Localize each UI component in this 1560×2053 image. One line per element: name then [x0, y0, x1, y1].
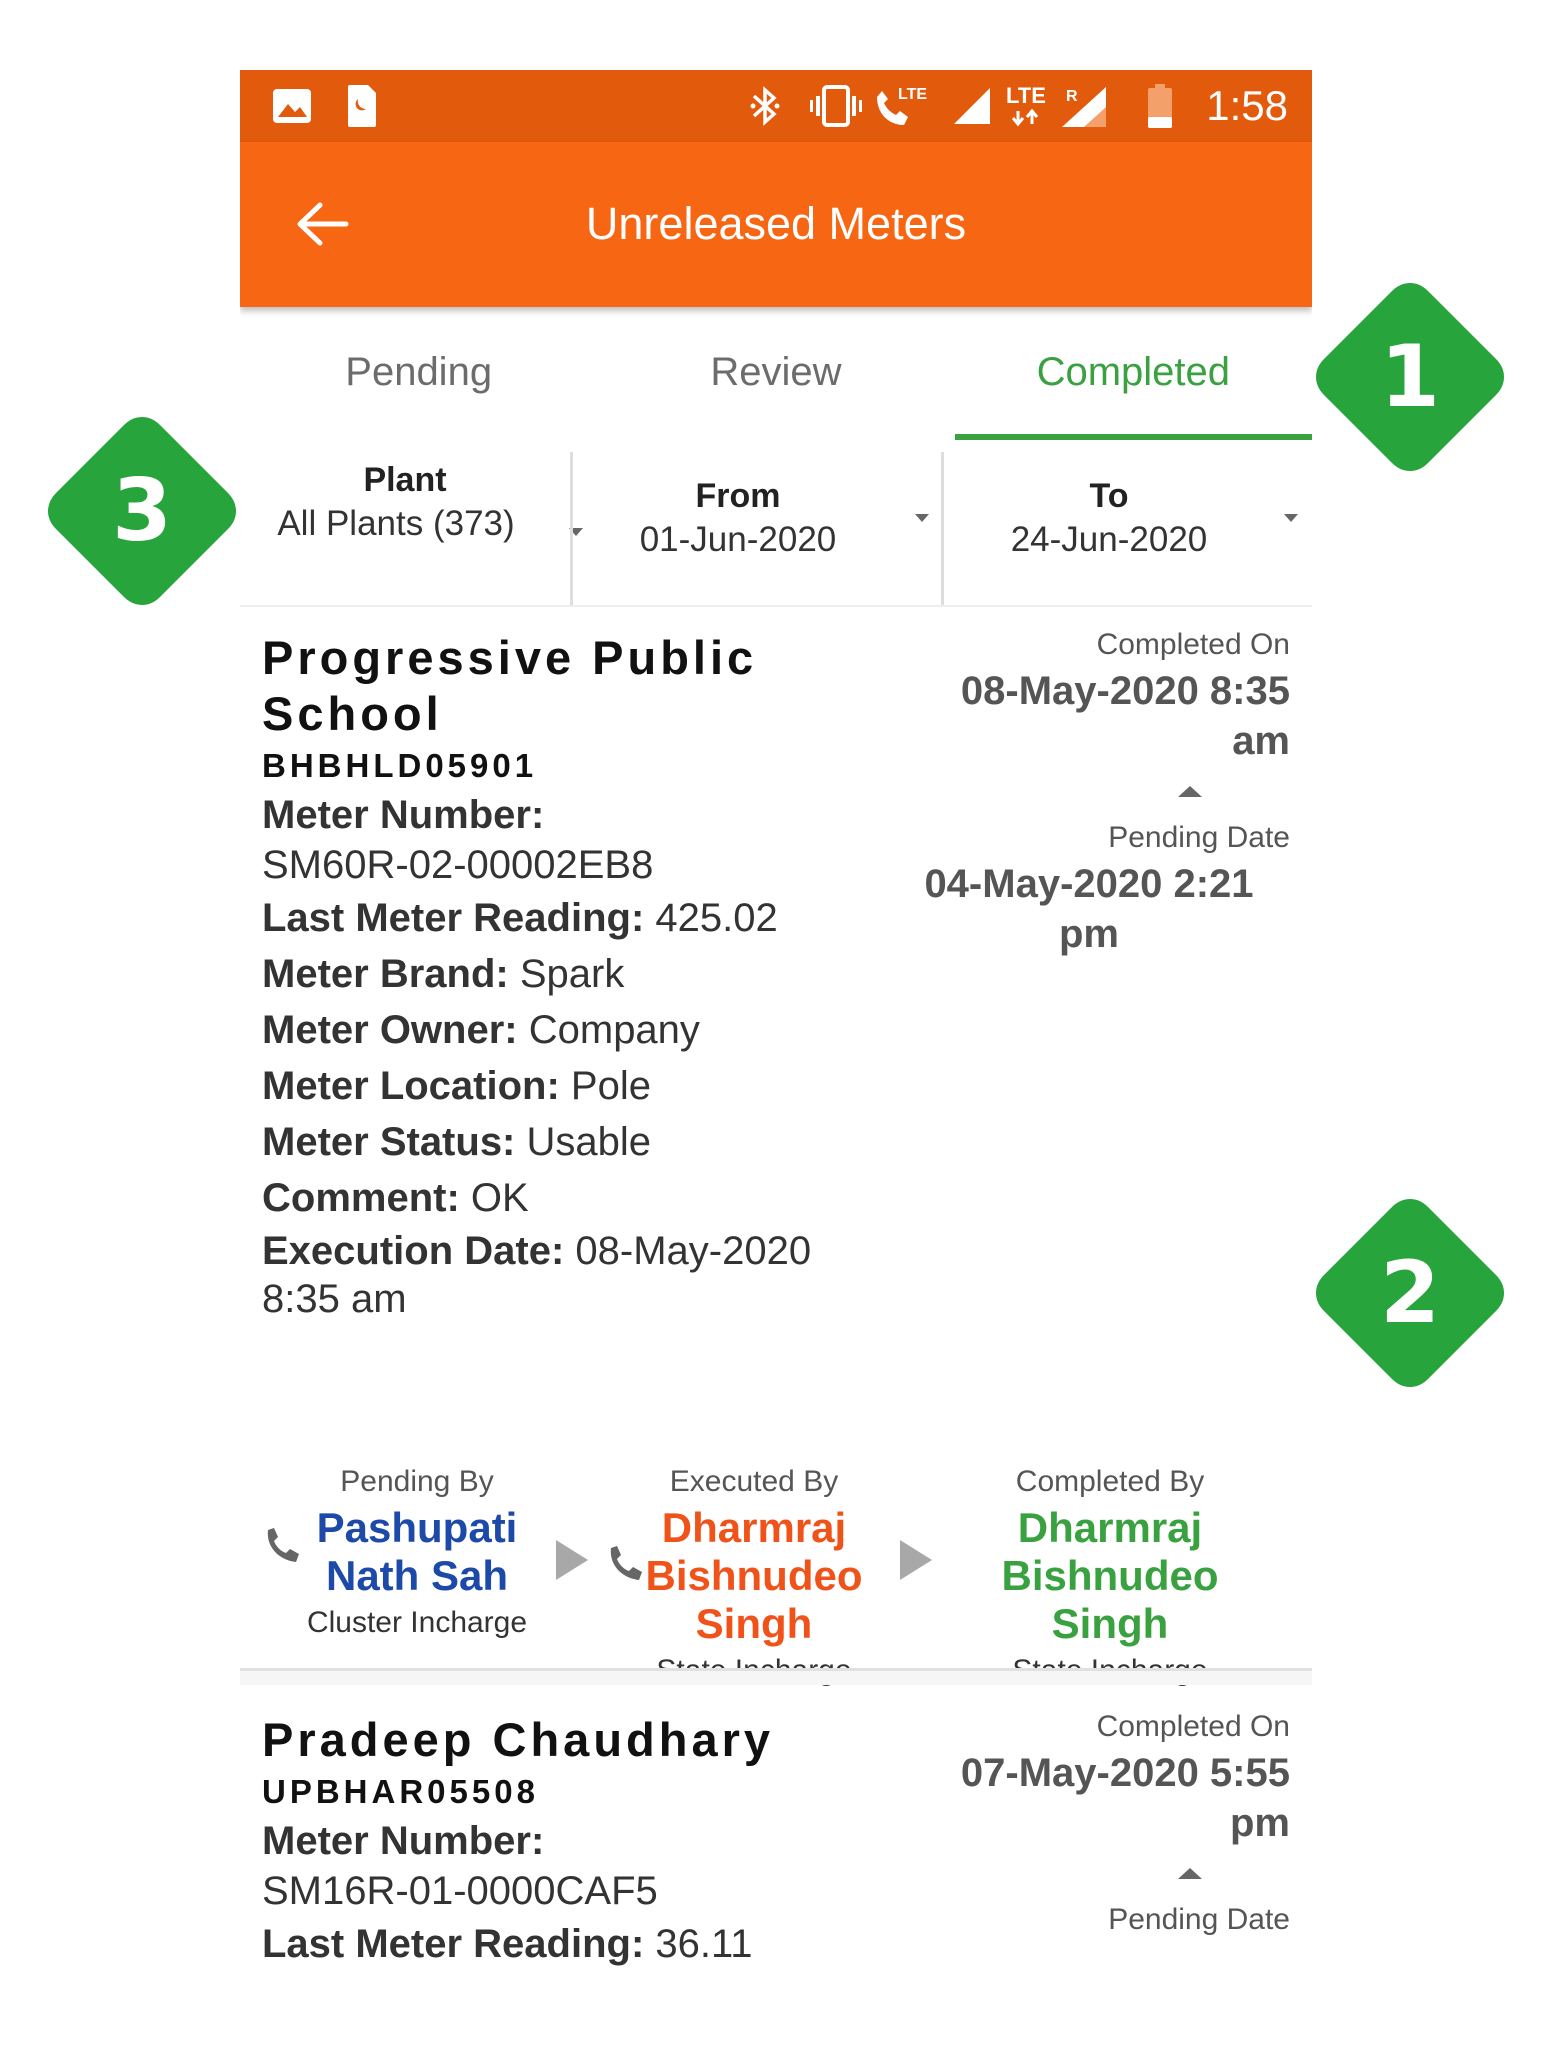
collapse-toggle-icon[interactable]	[1178, 786, 1202, 797]
chevron-down-icon	[915, 514, 929, 522]
detail-row	[262, 1114, 872, 1170]
callout-badge-3	[42, 411, 242, 611]
completed-on-value: 08-May-2020 8:35	[960, 669, 1290, 713]
completed-on-value-continued: pm	[1230, 1801, 1290, 1845]
svg-text:LTE: LTE	[898, 86, 928, 103]
bluetooth-icon	[750, 84, 780, 128]
phone-icon[interactable]	[262, 1524, 302, 1566]
customer-name-continued: School	[262, 687, 443, 740]
detail-row	[262, 1916, 872, 1972]
phone-icon[interactable]	[605, 1542, 645, 1584]
executed-by-name-continued[interactable]: Singh	[695, 1600, 813, 1647]
customer-code: BHBHLD05901	[262, 747, 538, 784]
completed-by-name-continued[interactable]: Bishnudeo Singh	[1001, 1552, 1219, 1647]
callout-badge-1	[1310, 277, 1510, 477]
meter-number-label: Meter Number:	[262, 1819, 545, 1863]
from-date-value: 01-Jun-2020	[639, 520, 837, 559]
pending-by-name-continued[interactable]: Nath Sah	[325, 1552, 509, 1599]
pending-by-block	[302, 1460, 532, 1646]
completed-on-value-continued: am	[1232, 719, 1290, 763]
plant-filter-label: Plant	[363, 461, 447, 499]
pending-date-value: 04-May-2020 2:21	[924, 862, 1254, 906]
detail-row	[262, 1226, 872, 1276]
detail-label: Meter Location:	[262, 1064, 560, 1108]
detail-value: Company	[528, 1008, 700, 1052]
detail-value: 36.11	[655, 1922, 753, 1966]
sim-icon	[346, 84, 378, 128]
detail-value: 425.02	[655, 896, 778, 940]
meter-card-dates	[870, 1706, 1290, 1941]
pending-date-label: Pending Date	[1108, 821, 1290, 854]
customer-name: Pradeep Chaudhary	[262, 1713, 775, 1766]
vibrate-icon	[810, 84, 862, 128]
completed-by-block	[940, 1460, 1280, 1694]
tab-completed[interactable]: Completed	[955, 307, 1312, 452]
meter-number-value: SM60R-02-00002EB8	[262, 843, 654, 887]
page-title: Unreleased Meters	[585, 198, 967, 249]
to-date-value: 24-Jun-2020	[1010, 520, 1208, 559]
completed-by-name[interactable]: Dharmraj	[1017, 1504, 1203, 1551]
detail-label: Meter Brand:	[262, 952, 509, 996]
pending-date-value-continued: pm	[1059, 912, 1119, 956]
flow-arrow-icon	[556, 1540, 588, 1580]
callout-badge-2	[1310, 1193, 1510, 1393]
clock-time: 1:58	[1206, 82, 1288, 129]
flow-arrow-icon	[900, 1540, 932, 1580]
callout-number: 1	[1380, 327, 1440, 427]
execution-date-value: 08-May-2020	[575, 1229, 812, 1273]
tab-pending[interactable]: Pending	[345, 350, 493, 394]
detail-label: Comment:	[262, 1176, 460, 1220]
completed-on-label: Completed On	[1096, 628, 1290, 661]
collapse-toggle-icon[interactable]	[1178, 1868, 1202, 1879]
detail-value: Spark	[519, 952, 625, 996]
customer-code: UPBHAR05508	[262, 1773, 539, 1810]
meter-number-label: Meter Number:	[262, 793, 545, 837]
callout-number: 2	[1380, 1243, 1440, 1343]
status-bar	[240, 70, 1312, 142]
svg-text:LTE: LTE	[1006, 83, 1046, 108]
callout-number: 3	[112, 461, 172, 561]
detail-label: Meter Status:	[262, 1120, 516, 1164]
meter-card[interactable]	[240, 630, 1312, 1730]
meter-number-value: SM16R-01-0000CAF5	[262, 1869, 658, 1913]
execution-time-value: 8:35 am	[262, 1277, 407, 1321]
volte-call-icon	[872, 84, 930, 128]
detail-label: Last Meter Reading:	[262, 896, 645, 940]
meter-card-details	[262, 1712, 872, 1972]
svg-text:R: R	[1066, 88, 1078, 105]
detail-label: Meter Owner:	[262, 1008, 518, 1052]
detail-value: OK	[470, 1176, 529, 1220]
card-gap	[240, 1671, 1312, 1685]
pending-by-role: Cluster Incharge	[306, 1606, 528, 1639]
executed-by-name[interactable]: Dharmraj	[661, 1504, 847, 1551]
execution-date-label: Execution Date:	[262, 1229, 565, 1273]
tab-review[interactable]: Review	[710, 350, 842, 394]
meter-card-dates	[870, 624, 1290, 959]
completed-on-label: Completed On	[1096, 1710, 1290, 1743]
detail-value: Pole	[570, 1064, 651, 1108]
from-date-label: From	[695, 477, 781, 515]
executed-by-label: Executed By	[669, 1465, 839, 1498]
tab-bar	[240, 307, 1312, 452]
phone-screen	[240, 70, 1312, 1983]
completed-on-value: 07-May-2020 5:55	[960, 1751, 1290, 1795]
plant-filter-value: All Plants (373)	[277, 504, 515, 543]
executed-by-block	[644, 1460, 864, 1694]
plant-filter-dropdown[interactable]	[240, 452, 570, 605]
customer-name: Progressive Public	[262, 631, 758, 684]
filter-bar	[240, 452, 1312, 607]
from-date-dropdown[interactable]	[570, 452, 941, 605]
detail-row	[262, 890, 872, 946]
completed-by-label: Completed By	[1015, 1465, 1205, 1498]
battery-low-icon	[1146, 84, 1174, 128]
pending-by-label: Pending By	[340, 1465, 494, 1498]
detail-label: Last Meter Reading:	[262, 1922, 645, 1966]
detail-value: Usable	[526, 1120, 652, 1164]
approval-flow	[240, 1460, 1312, 1700]
to-date-dropdown[interactable]	[941, 452, 1312, 605]
signal-icon	[952, 84, 992, 128]
meter-card-details	[262, 630, 872, 1322]
to-date-label: To	[1089, 477, 1129, 515]
meter-card[interactable]	[240, 1712, 1312, 1983]
lte-roaming-signal-icon	[1006, 84, 1112, 128]
detail-row	[262, 1058, 872, 1114]
pending-by-name[interactable]: Pashupati	[316, 1504, 518, 1551]
detail-row	[262, 1002, 872, 1058]
chevron-down-icon	[1284, 514, 1298, 522]
app-bar	[240, 142, 1312, 307]
detail-row	[262, 946, 872, 1002]
pending-date-label: Pending Date	[1108, 1903, 1290, 1936]
executed-by-name-continued[interactable]: Bishnudeo	[645, 1552, 863, 1599]
image-icon	[272, 84, 312, 128]
detail-row	[262, 1170, 872, 1226]
